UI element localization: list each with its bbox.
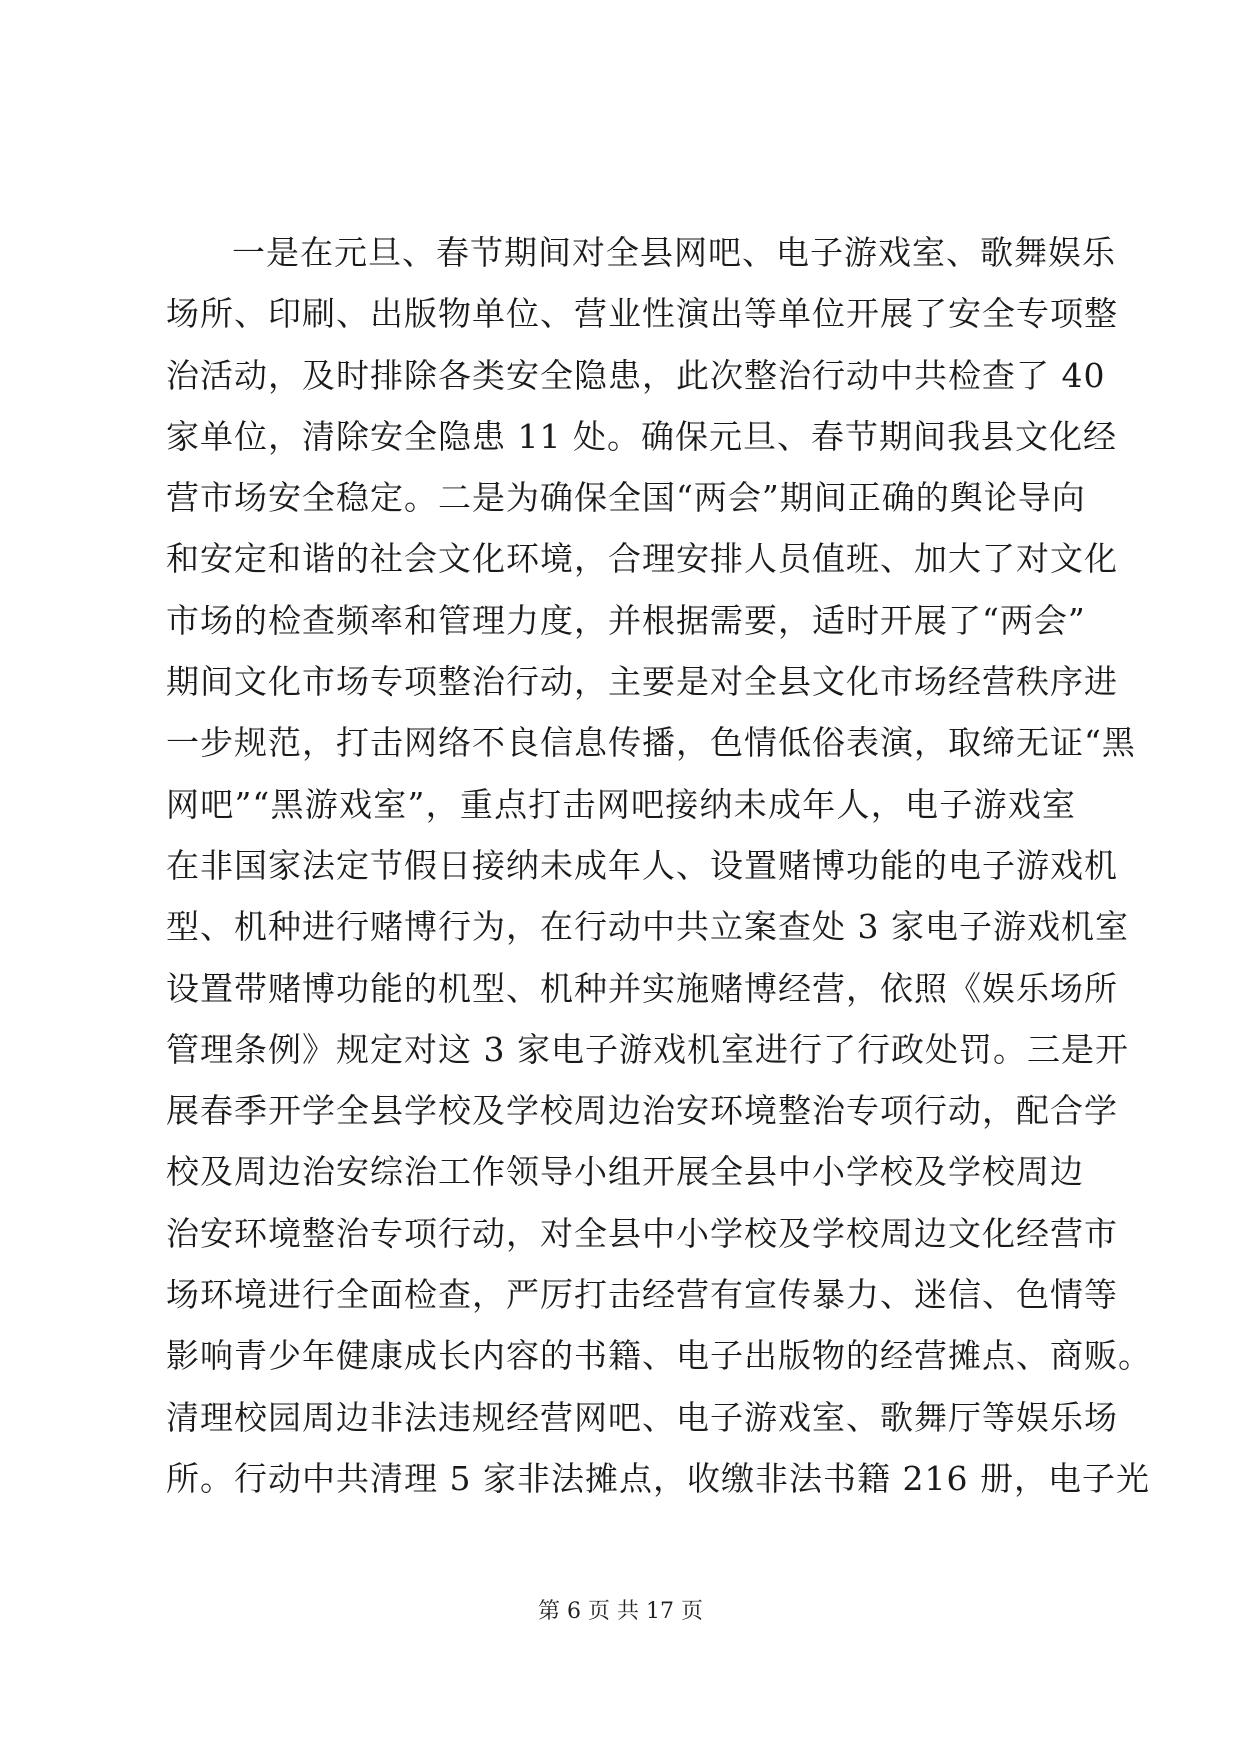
text-line: 场所、印刷、出版物单位、营业性演出等单位开展了安全专项整 [166,294,1118,334]
text-line: 一步规范，打击网络不良信息传播，色情低俗表演，取缔无证“黑 [166,723,1136,763]
text-line: 场环境进行全面检查，严厉打击经营有宣传暴力、迷信、色情等 [166,1275,1118,1315]
text-line: 在非国家法定节假日接纳未成年人、设置赌博功能的电子游戏机 [166,845,1118,885]
text-line: 一是在元旦、春节期间对全县网吧、电子游戏室、歌舞娱乐 [232,233,1116,272]
text-line: 管理条例》规定对这 3 家电子游戏机室进行了行政处罚。三是开 [166,1029,1129,1069]
text-line: 设置带赌博功能的机型、机种并实施赌博经营，依照《娱乐场所 [166,968,1118,1008]
text-line: 清理校园周边非法违规经营网吧、电子游戏室、歌舞厅等娱乐场 [166,1397,1118,1437]
page-number-footer: 第 6 页 共 17 页 [538,1599,703,1624]
text-line: 影响青少年健康成长内容的书籍、电子出版物的经营摊点、商贩。 [166,1336,1152,1376]
text-line: 和安定和谐的社会文化环境，合理安排人员值班、加大了对文化 [166,539,1118,579]
text-line: 校及周边治安综治工作领导小组开展全县中小学校及学校周边 [166,1152,1084,1192]
text-line: 家单位，清除安全隐患 11 处。确保元旦、春节期间我县文化经 [166,416,1117,456]
body-text [166,222,1152,1509]
text-line: 网吧”“黑游戏室”，重点打击网吧接纳未成年人，电子游戏室 [166,784,1076,824]
text-line: 治活动，及时排除各类安全隐患，此次整治行动中共检查了 40 [166,355,1106,395]
text-line: 市场的检查频率和管理力度，并根据需要，适时开展了“两会” [166,600,1086,640]
text-line: 展春季开学全县学校及学校周边治安环境整治专项行动，配合学 [166,1091,1118,1131]
text-line: 期间文化市场专项整治行动，主要是对全县文化市场经营秩序进 [166,662,1118,702]
text-line: 治安环境整治专项行动，对全县中小学校及学校周边文化经营市 [166,1213,1118,1253]
text-line: 所。行动中共清理 5 家非法摊点，收缴非法书籍 216 册，电子光 [166,1458,1150,1498]
text-line: 营市场安全稳定。二是为确保全国“两会”期间正确的舆论导向 [166,478,1086,518]
text-line: 型、机种进行赌博行为，在行动中共立案查处 3 家电子游戏机室 [166,907,1129,947]
